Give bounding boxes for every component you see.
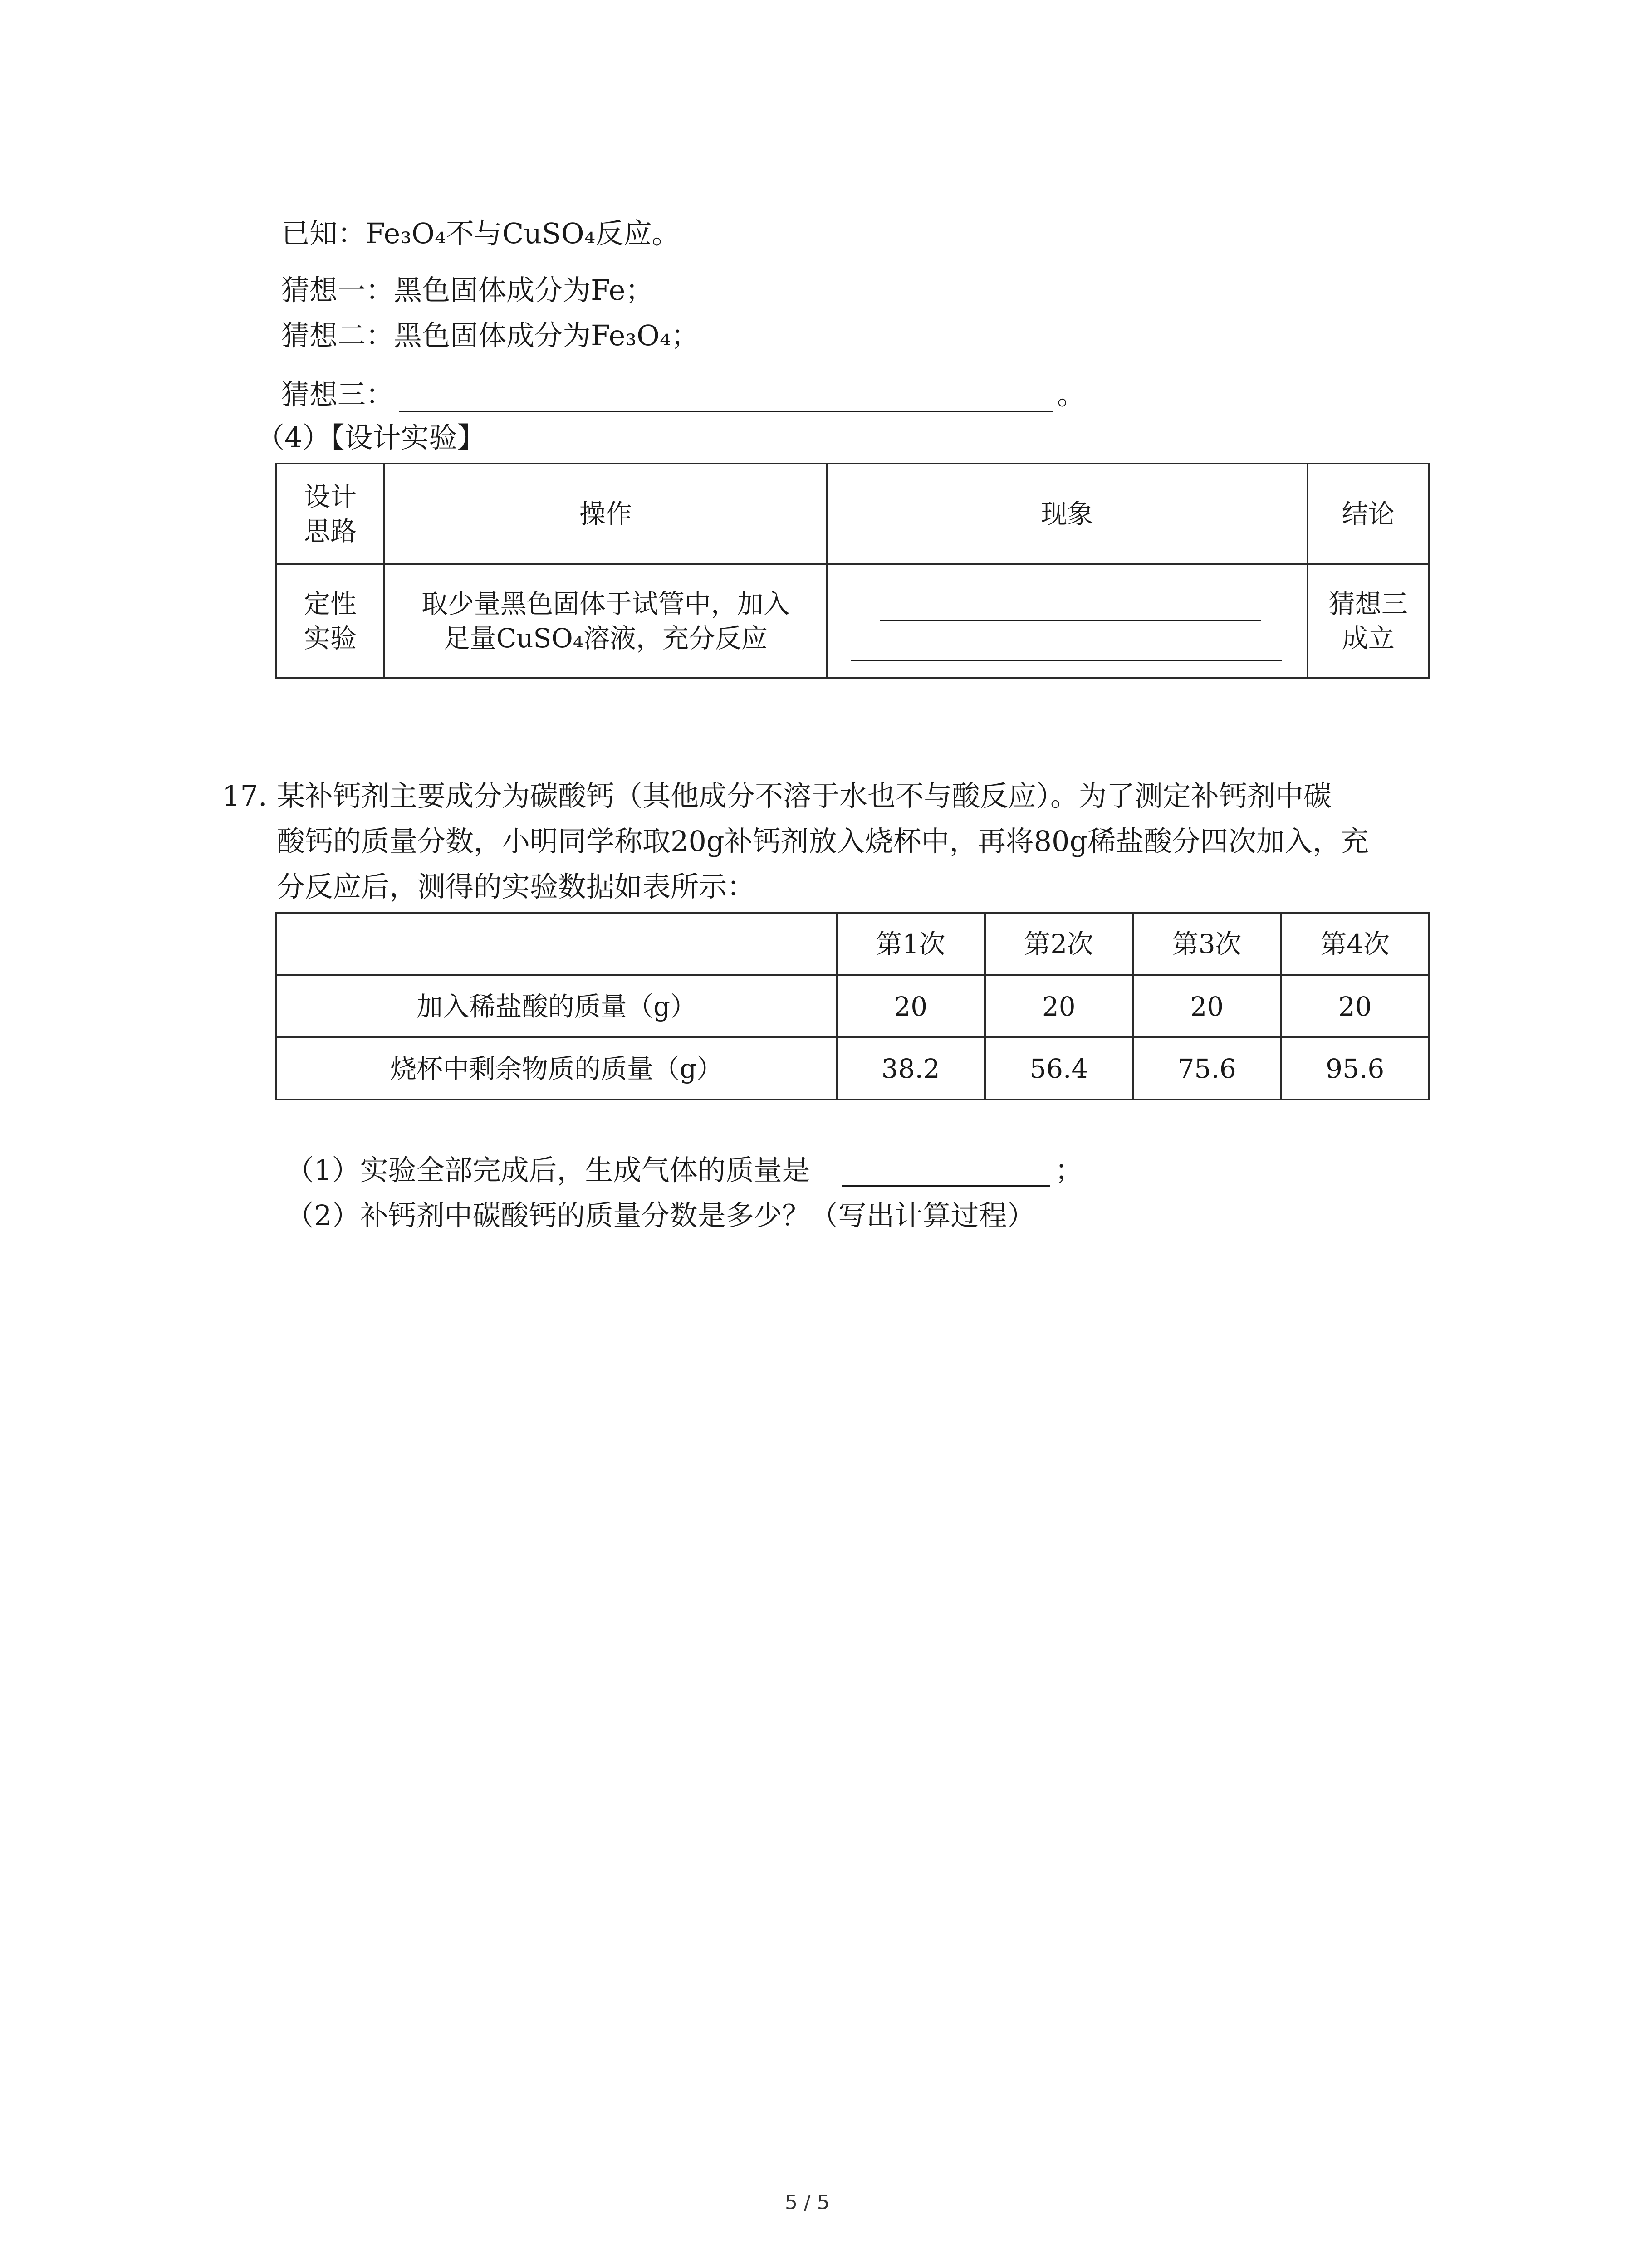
- gas-mass-answer-blank[interactable]: [842, 1185, 1050, 1187]
- sub-question-1: （1）实验全部完成后，生成气体的质量是: [286, 1154, 810, 1187]
- question-17-text-line-2: 酸钙的质量分数，小明同学称取20g补钙剂放入烧杯中，再将80g稀盐酸分四次加入，充: [277, 825, 1369, 858]
- row-conclusion: [1308, 564, 1429, 678]
- question-17-number: 17.: [222, 779, 267, 812]
- data-header-empty: [276, 913, 837, 975]
- operation-line-1: 取少量黑色固体于试管中，加入: [421, 588, 790, 619]
- design-experiment-table: [275, 463, 1430, 679]
- header-design-idea-text: 设计思路: [304, 481, 357, 547]
- guess-two: 猜想二：黑色固体成分为Fe₃O₄；: [281, 319, 699, 352]
- row-design-idea: [276, 564, 384, 678]
- data-header-trial-4: 第4次: [1281, 913, 1429, 975]
- operation-line-2: 足量CuSO₄溶液，充分反应: [443, 623, 768, 654]
- header-design-idea: [276, 464, 384, 564]
- row-conclusion-text: 猜想三成立: [1328, 588, 1408, 654]
- question-17-text-line-3: 分反应后，测得的实验数据如表所示：: [277, 870, 755, 903]
- data-header-trial-1: 第1次: [837, 913, 985, 975]
- guess-three-label: 猜想三：: [281, 378, 394, 411]
- page-number: 5 / 5: [785, 2191, 830, 2214]
- known-condition: 已知：Fe₃O₄不与CuSO₄反应。: [281, 217, 680, 250]
- sub-question-2: （2）补钙剂中碳酸钙的质量分数是多少？（写出计算过程）: [286, 1199, 1035, 1232]
- data-cell: 75.6: [1133, 1037, 1281, 1100]
- data-cell: 20: [1133, 975, 1281, 1037]
- row-design-idea-text: 定性实验: [304, 588, 357, 654]
- header-phenomenon: 现象: [827, 464, 1308, 564]
- guess-three-answer-blank[interactable]: [399, 411, 1053, 412]
- data-cell: 95.6: [1281, 1037, 1429, 1100]
- data-table-header-row: [276, 913, 1429, 975]
- data-row-remaining-mass: [276, 1037, 1429, 1100]
- sub-question-1-end: ；: [1055, 1154, 1083, 1187]
- data-header-trial-3: 第3次: [1133, 913, 1281, 975]
- data-cell: 56.4: [985, 1037, 1133, 1100]
- phenomenon-blank-1[interactable]: [880, 620, 1261, 621]
- data-cell: 20: [1281, 975, 1429, 1037]
- phenomenon-blank-2[interactable]: [851, 660, 1282, 661]
- experiment-data-table: [275, 912, 1430, 1100]
- design-table-row: [276, 564, 1429, 678]
- data-cell: 20: [985, 975, 1133, 1037]
- question-17-text-line-1: 某补钙剂主要成分为碳酸钙（其他成分不溶于水也不与酸反应）。为了测定补钙剂中碳: [277, 779, 1332, 812]
- header-conclusion: 结论: [1308, 464, 1429, 564]
- data-row-label: 加入稀盐酸的质量（g）: [276, 975, 837, 1037]
- design-experiment-heading: （4）【设计实验】: [256, 421, 485, 454]
- data-row-acid-added: [276, 975, 1429, 1037]
- data-cell: 20: [837, 975, 985, 1037]
- data-cell: 38.2: [837, 1037, 985, 1100]
- guess-one: 猜想一：黑色固体成分为Fe；: [281, 274, 654, 307]
- data-header-trial-2: 第2次: [985, 913, 1133, 975]
- header-operation: 操作: [384, 464, 827, 564]
- row-phenomenon: [827, 564, 1308, 678]
- row-operation: [384, 564, 827, 678]
- design-table-header-row: [276, 464, 1429, 564]
- data-row-label: 烧杯中剩余物质的质量（g）: [276, 1037, 837, 1100]
- guess-three-end: 。: [1057, 378, 1086, 411]
